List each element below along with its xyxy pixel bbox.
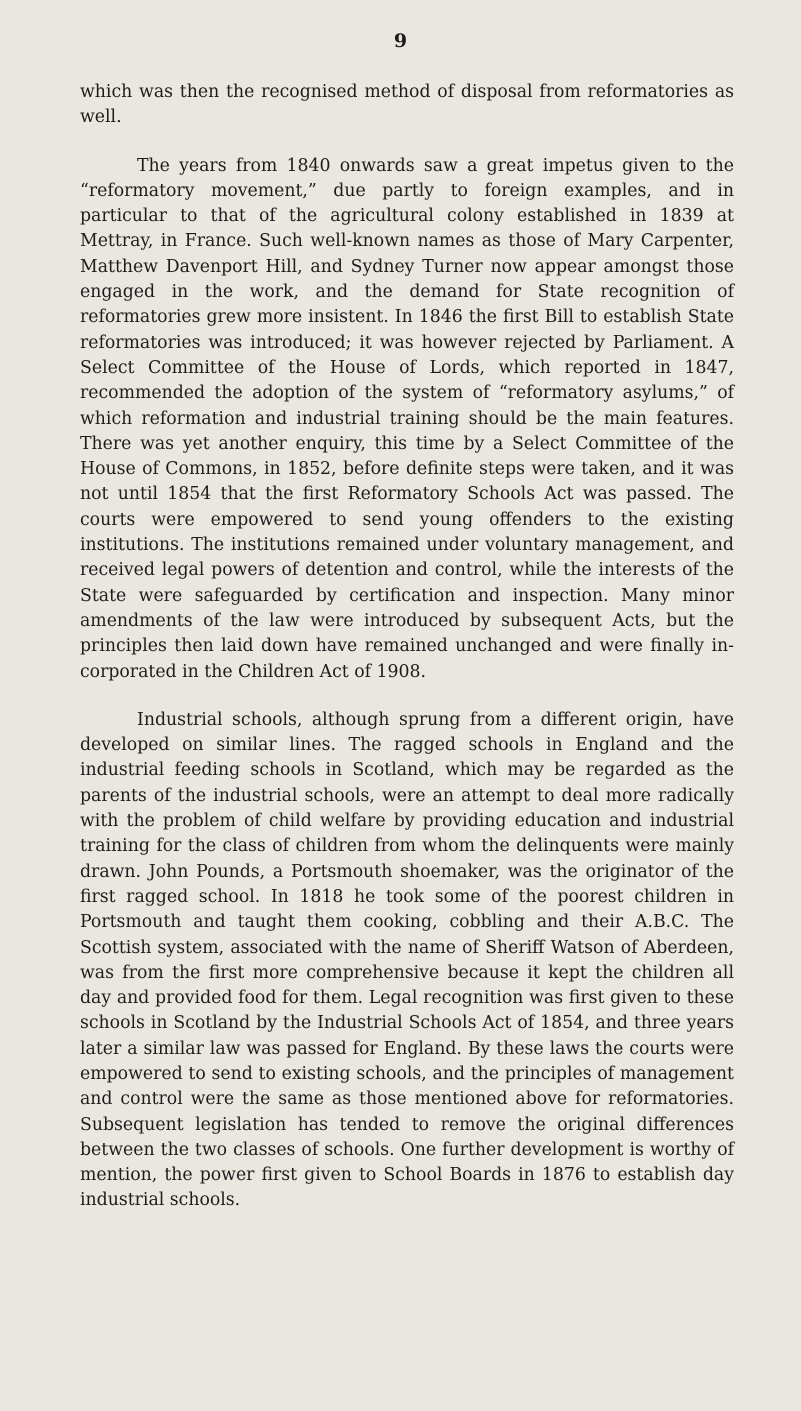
paragraph-gap xyxy=(80,131,734,154)
paragraph-continuation: which was then the recognised method of disposal from reformatories as well. xyxy=(80,82,734,128)
paragraph-reformatory-movement: The years from 1840 onwards saw a great impetus given to the “reformatory movement,” due partly to foreign examples, and in particular to that of the agricultural colony established in 1839 at Mettray, in France. Such well-known names as those of Mary Carpenter, Matthew Davenport Hill, and Sydney Turner now appear amongst those engaged in the work, and the demand for State recognition of reformatories grew more insistent. In 1846 the first Bill to establish State reformatories was introduced; it was however rejected by Parliament. A Select Committee of the House of Lords, which reported in 1847, recommended the adoption of the system of “reformatory asylums,” of which reformation and industrial training should be the main features. There was yet another enquiry, this time by a Select Committee of the House of Commons, in 1852, before definite steps were taken, and it was not until 1854 that the first Reformatory Schools Act was passed. The courts were empowered to send young offenders to the existing institutions. The institutions remained under voluntary management, and received legal powers of detention and control, while the interests of the State were safeguarded by certification and inspection. Many minor amendments of the law were introduced by subsequent Acts, but the principles then laid down have remained unchanged and were finally incorporated in the Children Act of 1908. xyxy=(80,155,734,682)
body-text xyxy=(80,80,734,1214)
paragraph-gap xyxy=(80,685,734,708)
paragraph-industrial-schools: Industrial schools, although sprung from a different origin, have developed on similar lines. The ragged schools in England and the industrial feeding schools in Scotland, which may be regarded as the parents of the industrial schools, were an attempt to deal more radically with the problem of child welfare by providing education and industrial training for the class of children from whom the delinquents were mainly drawn. John Pounds, a Portsmouth shoemaker, was the originator of the first ragged school. In 1818 he took some of the poorest children in Portsmouth and taught them cooking, cobbling and their A.B.C. The Scottish system, associated with the name of Sheriff Watson of Aberdeen, was from the first more comprehensive because it kept the children all day and provided food for them. Legal recognition was first given to these schools in Scotland by the Industrial Schools Act of 1854, and three years later a similar law was passed for England. By these laws the courts were empowered to send to existing schools, and the principles of management and control were the same as those mentioned above for reformatories. Subsequent legislation has tended to remove the original differences between the two classes of schools. One further development is worthy of mention, the power first given to School Boards in 1876 to establish day industrial schools. xyxy=(80,709,734,1211)
page-number: 9 xyxy=(393,30,408,52)
